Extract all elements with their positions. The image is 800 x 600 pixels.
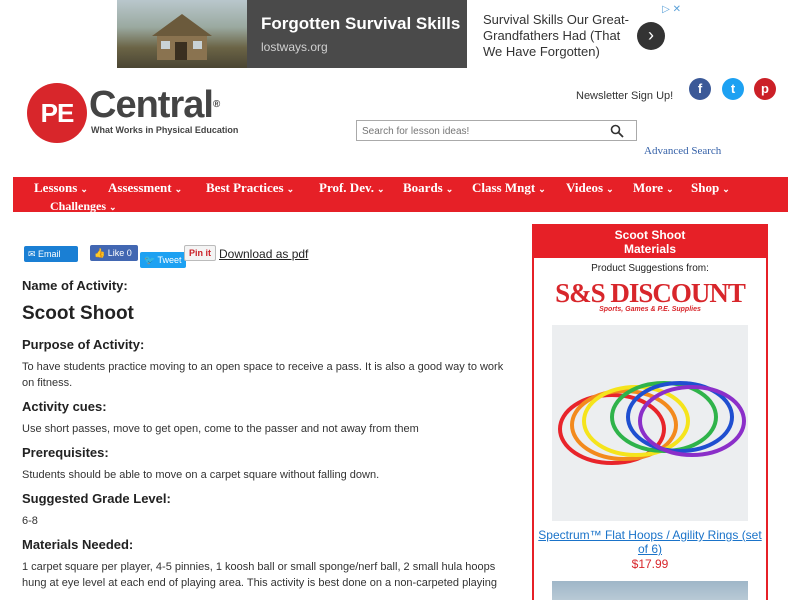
chevron-down-icon: ⌄: [445, 184, 454, 194]
nav-item-videos[interactable]: [566, 180, 614, 196]
activity-content: [22, 270, 512, 591]
chevron-down-icon: ⌄: [606, 184, 614, 194]
cues-label: Activity cues:: [22, 399, 107, 414]
like-label: Like 0: [107, 248, 132, 258]
nav-item-boards[interactable]: [403, 180, 453, 196]
nav-label: Best Practices: [206, 180, 284, 195]
pinterest-icon[interactable]: p: [754, 78, 776, 100]
chevron-down-icon: ⌄: [174, 184, 183, 194]
nav-label: Videos: [566, 180, 604, 195]
tweet-button[interactable]: [140, 252, 186, 268]
chevron-down-icon: ⌄: [80, 184, 88, 194]
twitter-bird-icon: 🐦: [144, 255, 158, 265]
sidebar-subtitle: Materials: [623, 242, 677, 256]
product-image[interactable]: [552, 325, 748, 521]
sidebar-title: Scoot Shoot: [614, 228, 686, 242]
tweet-label: Tweet: [157, 255, 182, 265]
chevron-down-icon: ⌄: [666, 184, 674, 194]
chevron-down-icon: ⌄: [286, 184, 295, 194]
email-share-button[interactable]: [24, 246, 78, 262]
logo-registered-mark: ®: [212, 99, 220, 110]
nav-item-challenges[interactable]: [50, 199, 117, 214]
nav-item-lessons[interactable]: [34, 180, 88, 196]
ad-headline-box[interactable]: [247, 0, 467, 68]
search-input[interactable]: [357, 122, 597, 141]
name-label: Name of Activity:: [22, 278, 128, 293]
nav-item-best-practices[interactable]: [206, 180, 294, 196]
chevron-down-icon: ⌄: [722, 184, 730, 194]
grade-text: 6-8: [22, 515, 38, 527]
nav-label: Class Mngt: [472, 180, 536, 195]
chevron-right-icon[interactable]: ›: [637, 22, 665, 50]
envelope-icon: ✉: [28, 249, 39, 259]
nav-label: Boards: [403, 180, 443, 195]
purpose-text: To have students practice moving to an open space to receive a pass. It is also a good way to work on fitness.: [22, 361, 504, 389]
hoops-image: [552, 325, 748, 521]
nav-item-more[interactable]: [633, 180, 674, 196]
ss-tagline: Sports, Games & P.E. Supplies: [599, 306, 701, 313]
ad-domain: lostways.org: [261, 40, 328, 54]
ad-banner[interactable]: [117, 0, 685, 68]
chevron-down-icon: ⌄: [538, 184, 546, 194]
ad-headline[interactable]: Forgotten Survival Skills: [261, 14, 461, 33]
materials-text: 1 carpet square per player, 4-5 pinnies, 1 koosh ball or small sponge/nerf ball, 2 small hula hoops hung at eye level at each end of playing area. This activity is best done on a non-carpeted playing: [22, 561, 497, 589]
nav-label: Shop: [691, 180, 720, 195]
product-link[interactable]: Spectrum™ Flat Hoops / Agility Rings (set of 6): [538, 528, 762, 556]
pin-it-button[interactable]: Pin it: [184, 245, 216, 261]
purpose-label: Purpose of Activity:: [22, 337, 145, 352]
materials-sidebar: [532, 224, 768, 600]
page-title: Scoot Shoot: [22, 303, 134, 324]
prereq-text: Students should be able to move on a carpet square without falling down.: [22, 469, 380, 481]
prereq-label: Prerequisites:: [22, 445, 109, 460]
logo-word: Central: [89, 84, 213, 126]
chevron-down-icon: ⌄: [109, 202, 117, 212]
nav-item-class-mngt[interactable]: [472, 180, 546, 196]
ad-image[interactable]: [117, 0, 247, 68]
nav-item-prof-dev[interactable]: [319, 180, 385, 196]
product-price: $17.99: [631, 557, 669, 571]
logo-tagline: What Works in Physical Education: [91, 125, 239, 135]
advanced-search-link[interactable]: Advanced Search: [644, 145, 722, 157]
product-image-2[interactable]: [552, 581, 748, 600]
nav-label: Lessons: [34, 180, 78, 195]
materials-label: Materials Needed:: [22, 537, 134, 552]
download-pdf-link[interactable]: Download as pdf: [219, 247, 309, 261]
facebook-icon[interactable]: f: [689, 78, 711, 100]
ss-discount-logo[interactable]: [534, 280, 766, 313]
nav-label: Prof. Dev.: [319, 180, 374, 195]
logo-initials: PE: [27, 83, 87, 143]
ss-brand: S&S DISCOUNT: [555, 278, 745, 308]
newsletter-link[interactable]: Newsletter Sign Up!: [576, 90, 674, 102]
ad-close-icon[interactable]: ▷ ✕: [662, 4, 681, 15]
sidebar-header: [534, 226, 766, 258]
ad-description-box[interactable]: [467, 0, 685, 68]
nav-label: More: [633, 180, 664, 195]
facebook-like-button[interactable]: [90, 245, 138, 261]
thumbs-up-icon: 👍: [94, 248, 108, 258]
product-suggestions-label: Product Suggestions from:: [591, 263, 709, 274]
cabin-image: [147, 12, 217, 60]
nav-item-assessment[interactable]: [108, 180, 182, 196]
main-nav: [13, 177, 788, 212]
site-logo[interactable]: [27, 83, 238, 143]
ad-description: Survival Skills Our Great-Grandfathers Had (That We Have Forgotten): [483, 12, 629, 59]
search-box: [356, 120, 637, 141]
email-label: Email: [38, 249, 61, 259]
chevron-down-icon: ⌄: [377, 184, 385, 194]
nav-label: Assessment: [108, 180, 172, 195]
nav-item-shop[interactable]: [691, 180, 730, 196]
cues-text: Use short passes, move to get open, come to the passer and not away from them: [22, 423, 419, 435]
search-icon[interactable]: [610, 124, 624, 138]
twitter-icon[interactable]: t: [722, 78, 744, 100]
grade-label: Suggested Grade Level:: [22, 491, 171, 506]
nav-label: Challenges: [50, 199, 107, 213]
